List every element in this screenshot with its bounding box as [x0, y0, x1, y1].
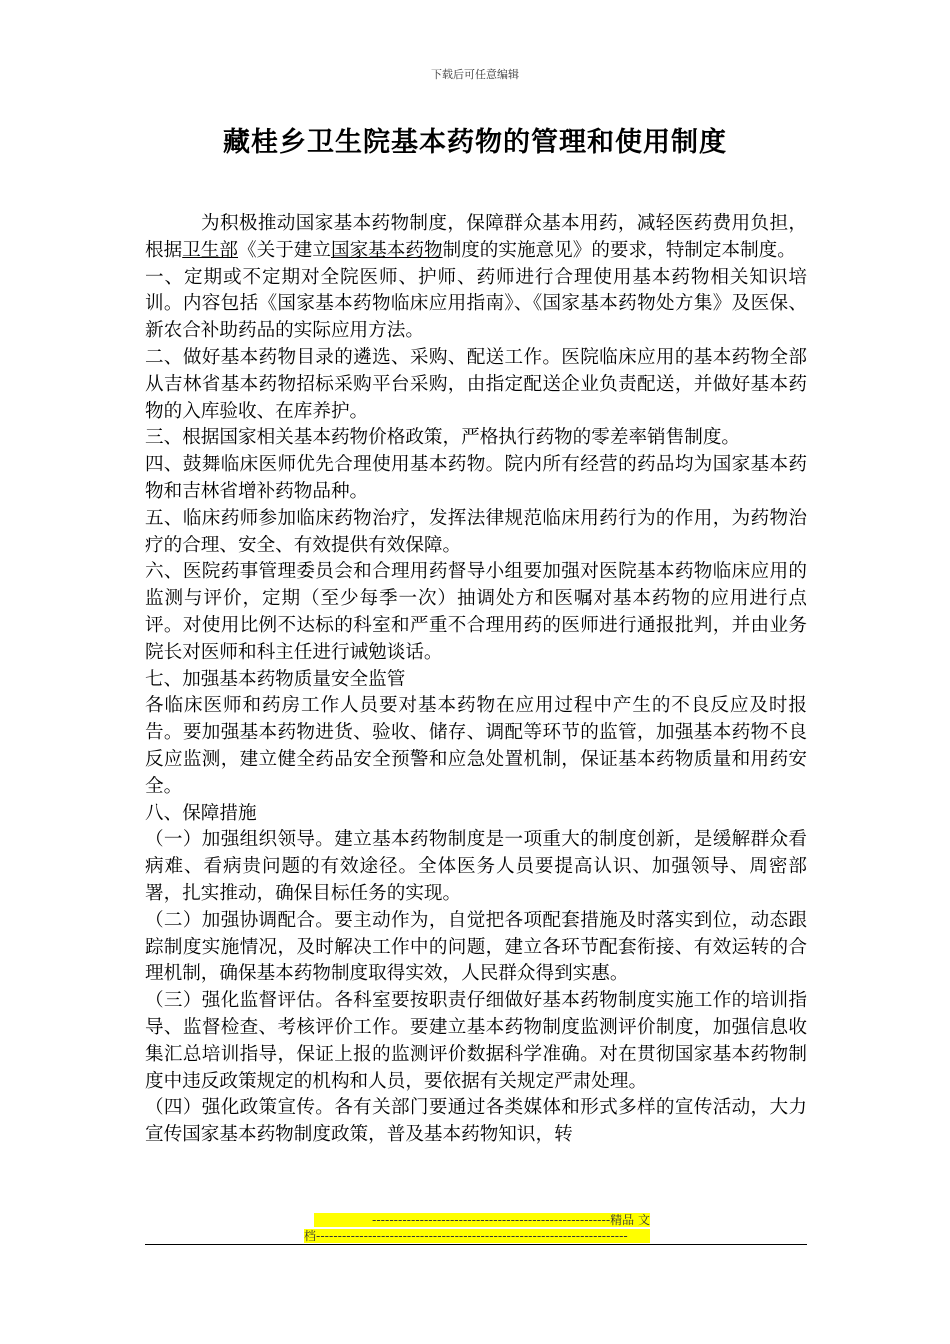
- link-ministry-of-health[interactable]: 卫生部: [182, 239, 238, 261]
- footer-rule: [145, 1244, 807, 1245]
- paragraph-5: 五、临床药师参加临床药物治疗，发挥法律规范临床用药行为的作用，为药物治疗的合理、安全、有效提供有效保障。: [145, 507, 807, 556]
- paragraph-1: 一、定期或不定期对全院医师、护师、药师进行合理使用基本药物相关知识培训。内容包括《国家基本药物临床应用指南》、《国家基本药物处方集》及医保、新农合补助药品的实际应用方法。: [145, 266, 807, 342]
- section-7-body: 各临床医师和药房工作人员要对基本药物在应用过程中产生的不良反应及时报告。要加强基本药物进货、验收、储存、调配等环节的监管，加强基本药物不良反应监测，建立健全药品安全预警和应急处置机制，保证基本药物质量和用药安全。: [145, 695, 807, 797]
- document-body: [145, 211, 807, 1149]
- link-national-essential-drugs[interactable]: 国家基本药物: [330, 239, 443, 261]
- intro-text-3: 制度的实施意见》的要求，特制定本制度。: [442, 239, 796, 261]
- section-7-heading: 七、加强基本药物质量安全监管: [145, 668, 406, 690]
- paragraph-3: 三、根据国家相关基本药物价格政策，严格执行药物的零差率销售制度。: [145, 427, 741, 449]
- intro-text-2: 《关于建立: [238, 239, 331, 261]
- measure-1: （一）加强组织领导。建立基本药物制度是一项重大的制度创新，是缓解群众看病难、看病贵问题的有效途径。全体医务人员要提高认识、加强领导、周密部署，扎实推动，确保目标任务的实现。: [145, 829, 807, 904]
- measure-4: （四）强化政策宣传。各有关部门要通过各类媒体和形式多样的宣传活动，大力宣传国家基本药物制度政策，普及基本药物知识，转: [145, 1097, 807, 1146]
- paragraph-4: 四、鼓舞临床医师优先合理使用基本药物。院内所有经营的药品均为国家基本药物和吉林省增补药物品种。: [145, 454, 807, 502]
- measure-2: （二）加强协调配合。要主动作为，自觉把各项配套措施及时落实到位，动态跟踪制度实施情况，及时解决工作中的问题，建立各环节配套衔接、有效运转的合理机制，确保基本药物制度取得实效，人民群众得到实惠。: [145, 909, 807, 985]
- intro-paragraph: [145, 211, 807, 265]
- section-8-heading: 八、保障措施: [145, 802, 257, 824]
- document-title: 藏桂乡卫生院基本药物的管理和使用制度: [223, 127, 727, 158]
- measure-3: （三）强化监督评估。各科室要按职责仔细做好基本药物制度实施工作的培训指导、监督检查、考核评价工作。要建立基本药物制度监测评价制度，加强信息收集汇总培训指导，保证上报的监测评价数据科学准确。对在贯彻国家基本药物制度中违反政策规定的机构和人员，要依据有关规定严肃处理。: [145, 990, 807, 1092]
- paragraph-2: 二、做好基本药物目录的遴选、采购、配送工作。医院临床应用的基本药物全部从吉林省基本药物招标采购平台采购，由指定配送企业负责配送，并做好基本药物的入库验收、在库养护。: [145, 346, 807, 422]
- header-note: 下载后可任意编辑: [431, 68, 519, 81]
- paragraph-6: 六、医院药事管理委员会和合理用药督导小组要加强对医院基本药物临床应用的监测与评价，定期（至少每季一次）抽调处方和医嘱对基本药物的应用进行点评。对使用比例不达标的科室和严重不合理用药的医师进行通报批判，并由业务院长对医师和科主任进行诫勉谈话。: [145, 561, 807, 663]
- footer-highlight-line-2: 档------------------------------------------------------------------------: [304, 1229, 650, 1243]
- intro-text-1: 为积极推动国家基本药物制度，保障群众基本用药，减轻医药费用负担，根据: [145, 213, 807, 261]
- footer-highlight-line-1: -------------------------------------------------------精品 文: [314, 1213, 650, 1227]
